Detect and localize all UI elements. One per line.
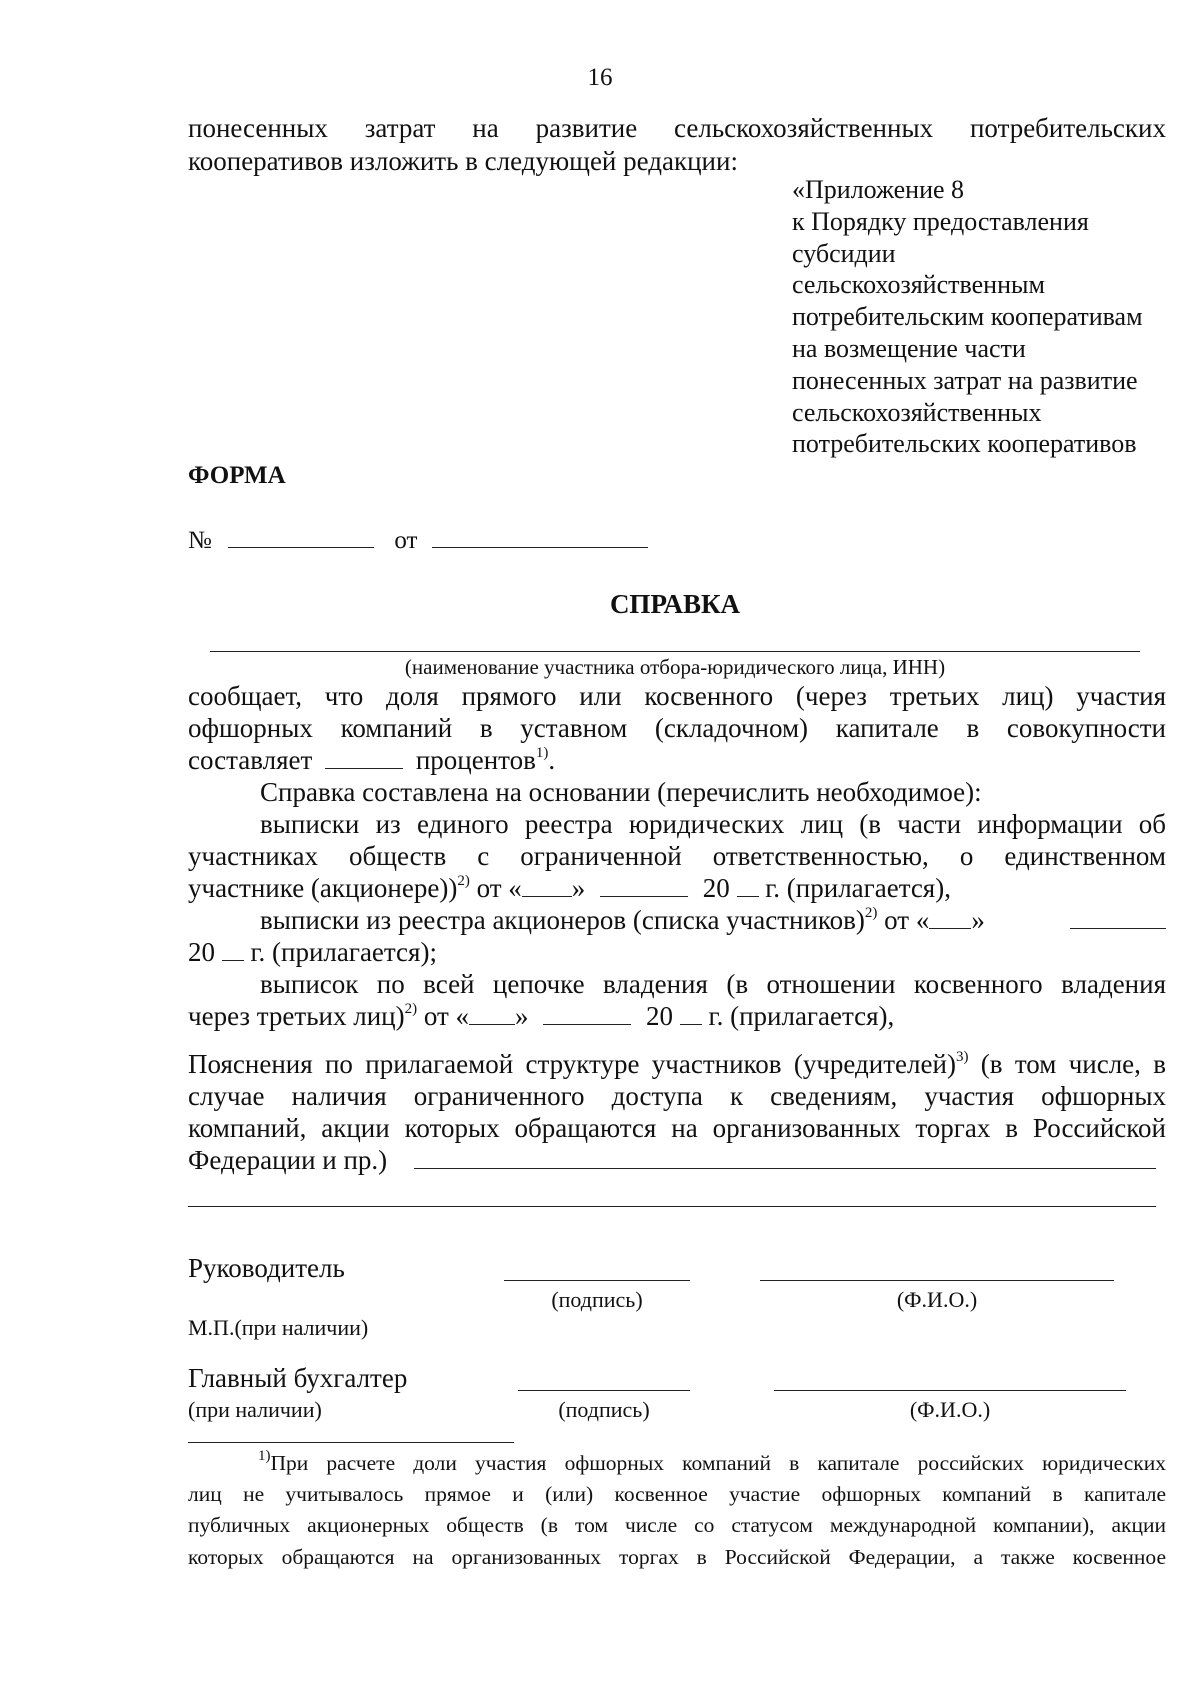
- appendix-line: потребительским кооперативам: [792, 302, 1143, 332]
- intro-line-1: понесенных затрат на развитие сельскохозяйственных потребительских: [188, 113, 1166, 143]
- footnote-line-1: [188, 1448, 1166, 1479]
- page-number: 16: [587, 64, 613, 91]
- year-blank[interactable]: [737, 872, 759, 897]
- number-date-row: [188, 523, 648, 557]
- intro-line-2: кооперативов изложить в следующей редакции:: [188, 146, 738, 176]
- accountant-fio-line[interactable]: [774, 1390, 1126, 1391]
- footnote-ref: 2): [864, 905, 878, 921]
- extract1-line-3: [188, 872, 1166, 904]
- appendix-line: сельскохозяйственных: [792, 397, 1042, 427]
- extract1-line-1: выписки из единого реестра юридических лиц (в части информации об: [260, 809, 1166, 839]
- para1-line-3: [188, 744, 1166, 776]
- name-underline[interactable]: [210, 651, 1140, 652]
- extract1-text: участнике (акционере)): [188, 873, 458, 903]
- footnote-line-4: которых обращаются на организованных торгах в Российской Федерации, а также косвенное: [188, 1544, 1166, 1569]
- footnote-ref: 1): [258, 1447, 271, 1464]
- appendix-line: к Порядку предоставления: [792, 206, 1089, 236]
- footnote-line-2: лиц не учитывалось прямое и (или) косвенное участие офшорных компаний в капитале: [188, 1482, 1166, 1507]
- footnote-line-3: публичных акционерных обществ (в том числе со статусом международной компании), акции: [188, 1513, 1166, 1538]
- extract3-text: »: [515, 1001, 529, 1031]
- extract3-line-2: [188, 1000, 1166, 1032]
- footnote-text: При расчете доли участия офшорных компаний в капитале российских юридических: [270, 1451, 1166, 1475]
- head-signature-line[interactable]: [504, 1280, 690, 1281]
- footnote: [188, 1448, 1166, 1573]
- appendix-line: «Приложение 8: [792, 175, 965, 204]
- percent-blank[interactable]: [325, 744, 403, 769]
- year-blank[interactable]: [222, 936, 244, 961]
- extract2-text: г. (прилагается);: [250, 937, 437, 967]
- footnote-ref: 1): [535, 745, 549, 761]
- appendix-line: на возмещение части: [792, 333, 1026, 363]
- day-blank[interactable]: [522, 872, 572, 897]
- head-fio-line[interactable]: [760, 1280, 1114, 1281]
- extract3-text: 20: [646, 1001, 674, 1031]
- appendix-line: сельскохозяйственным: [792, 270, 1045, 300]
- month-blank[interactable]: [1070, 904, 1166, 929]
- extract1-text: »: [571, 873, 586, 903]
- document-title: СПРАВКА: [609, 589, 741, 619]
- extract2-label: от «: [884, 905, 930, 935]
- para1-line-2: офшорных компаний в уставном (складочном) капитале в совокупности: [188, 713, 1166, 743]
- accountant-signature-line[interactable]: [518, 1390, 690, 1391]
- fio-caption: (Ф.И.О.): [896, 1287, 978, 1312]
- extract2-text: [260, 904, 985, 936]
- explanation-underline-1[interactable]: [414, 1168, 1156, 1169]
- month-blank[interactable]: [543, 1000, 631, 1025]
- para1-text: процентов: [415, 745, 536, 775]
- name-caption: (наименование участника отбора-юридического лица, ИНН): [404, 655, 946, 679]
- accountant-if-any: (при наличии): [188, 1397, 322, 1422]
- signature-caption: (подпись): [551, 1287, 643, 1312]
- extract3-line-1: выписок по всей цепочке владения (в отношении косвенного владения: [260, 969, 1166, 999]
- from-label: от: [394, 527, 418, 554]
- explanation-line-3: компаний, акции которых обращаются на организованных торгах в Российской: [188, 1113, 1166, 1143]
- extract1-text: г. (прилагается),: [765, 873, 951, 903]
- explanation-line-4: Федерации и пр.): [188, 1145, 388, 1175]
- number-blank[interactable]: [228, 523, 374, 548]
- para1-text: .: [548, 745, 556, 775]
- date-blank[interactable]: [432, 523, 648, 548]
- day-blank[interactable]: [929, 904, 971, 929]
- year-blank[interactable]: [680, 1000, 702, 1025]
- appendix-line: потребительских кооперативов: [792, 429, 1137, 459]
- extract2-text: 20: [188, 937, 215, 967]
- footnote-ref: 2): [457, 873, 470, 889]
- stamp-label: М.П.(при наличии): [188, 1315, 369, 1340]
- explanation-text: (в том числе, в: [980, 1049, 1166, 1079]
- extract3-text: от «: [423, 1001, 470, 1031]
- month-blank[interactable]: [600, 872, 688, 897]
- explanation-line-1: [188, 1048, 1166, 1080]
- footnote-separator: [188, 1442, 514, 1443]
- extract3-text: через третьих лиц): [188, 1001, 405, 1031]
- appendix-line: понесенных затрат на развитие: [792, 365, 1138, 395]
- appendix-block: [792, 174, 1172, 460]
- extract2-line-1: [188, 904, 1166, 936]
- explanation-underline-2[interactable]: [188, 1206, 1156, 1207]
- extract2-label: выписки из реестра акционеров (списка участников): [260, 905, 865, 935]
- day-blank[interactable]: [469, 1000, 515, 1025]
- extract1-text: 20: [702, 873, 730, 903]
- basis-line: Справка составлена на основании (перечислить необходимое):: [260, 777, 982, 807]
- fio-caption: (Ф.И.О.): [909, 1397, 991, 1422]
- number-sign: №: [188, 527, 212, 554]
- head-label: Руководитель: [188, 1253, 345, 1283]
- extract2-line-2: [188, 936, 1166, 968]
- form-label: ФОРМА: [188, 462, 286, 489]
- footnote-ref: 3): [955, 1049, 969, 1065]
- accountant-label: Главный бухгалтер: [188, 1363, 408, 1393]
- extract3-text: г. (прилагается),: [708, 1001, 895, 1031]
- extract1-line-2: участниках обществ с ограниченной ответственностью, о единственном: [188, 841, 1166, 871]
- extract1-text: от «: [476, 873, 522, 903]
- signature-caption: (подпись): [558, 1397, 650, 1422]
- extract2-label: »: [971, 905, 985, 935]
- para1-line-1: сообщает, что доля прямого или косвенного (через третьих лиц) участия: [188, 681, 1166, 711]
- explanation-line-2: случае наличия ограниченного доступа к сведениям, участия офшорных: [188, 1081, 1166, 1111]
- footnote-ref: 2): [404, 1001, 418, 1017]
- appendix-line: субсидии: [792, 238, 896, 268]
- explanation-text: Пояснения по прилагаемой структуре участников (учредителей): [188, 1049, 956, 1079]
- para1-text: составляет: [188, 745, 313, 775]
